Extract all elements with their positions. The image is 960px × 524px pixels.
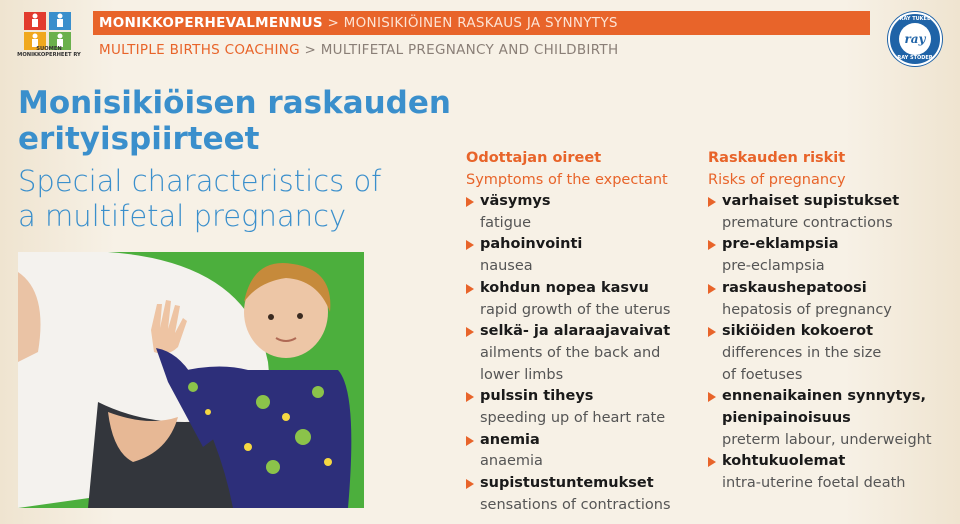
header-subtitle — [99, 42, 618, 58]
list-item: kohtukuolemat intra-uterine foetal death — [708, 451, 953, 494]
title-english: Special characteristics of a multifetal pregnancy — [18, 164, 382, 233]
list-item: varhaiset supistukset premature contractions — [708, 191, 953, 234]
bullet-arrow-icon — [466, 436, 474, 446]
risks-heading-fi: Raskauden riskit — [708, 150, 846, 166]
symptoms-heading-en: Symptoms of the expectant — [466, 172, 668, 188]
list-item: selkä- ja alaraajavaivat ailments of the back and lower limbs — [466, 321, 696, 386]
bullet-arrow-icon — [466, 284, 474, 294]
list-item: pahoinvointi nausea — [466, 234, 696, 277]
bullet-arrow-icon — [466, 479, 474, 489]
bullet-arrow-icon — [466, 392, 474, 402]
bullet-arrow-icon — [466, 197, 474, 207]
risks-column — [708, 148, 953, 495]
bullet-arrow-icon — [708, 392, 716, 402]
bullet-arrow-icon — [708, 197, 716, 207]
bullet-arrow-icon — [708, 284, 716, 294]
photo-pregnant-belly-and-child — [18, 252, 364, 508]
bullet-arrow-icon — [708, 457, 716, 467]
header-bar-bold: MONIKKOPERHEVALMENNUS — [99, 15, 323, 31]
list-item: väsymys fatigue — [466, 191, 696, 234]
header-bar-thin: > MONISIKIÖINEN RASKAUS JA SYNNYTYS — [327, 15, 618, 31]
bullet-arrow-icon — [708, 327, 716, 337]
symptoms-list — [466, 191, 696, 517]
header-sub-thin: > MULTIFETAL PREGNANCY AND CHILDBIRTH — [304, 42, 619, 58]
logo-caption: SUOMEN MONIKKOPERHEET RY — [17, 46, 81, 58]
list-item: supistustuntemukset sensations of contractions — [466, 473, 696, 516]
ray-logo: RAY TUKEE ray RAY STÖDER — [888, 12, 942, 66]
list-item: pre-eklampsia pre-eclampsia — [708, 234, 953, 277]
risks-heading-en: Risks of pregnancy — [708, 172, 846, 188]
title-finnish: Monisikiöisen raskauden erityispiirteet — [18, 85, 451, 157]
symptoms-heading-fi: Odottajan oireet — [466, 150, 602, 166]
bullet-arrow-icon — [708, 240, 716, 250]
list-item: raskaushepatoosi hepatosis of pregnancy — [708, 278, 953, 321]
list-item: ennenaikainen synnytys, pienipainoisuus preterm labour, underweight — [708, 386, 953, 451]
header-bar — [93, 11, 870, 35]
header-sub-bold: MULTIPLE BIRTHS COACHING — [99, 42, 300, 58]
risks-list — [708, 191, 953, 495]
list-item: kohdun nopea kasvu rapid growth of the uterus — [466, 278, 696, 321]
list-item: sikiöiden kokoerot differences in the size of foetuses — [708, 321, 953, 386]
symptoms-column — [466, 148, 696, 517]
bullet-arrow-icon — [466, 240, 474, 250]
list-item: pulssin tiheys speeding up of heart rate — [466, 386, 696, 429]
list-item: anemia anaemia — [466, 430, 696, 473]
bullet-arrow-icon — [466, 327, 474, 337]
